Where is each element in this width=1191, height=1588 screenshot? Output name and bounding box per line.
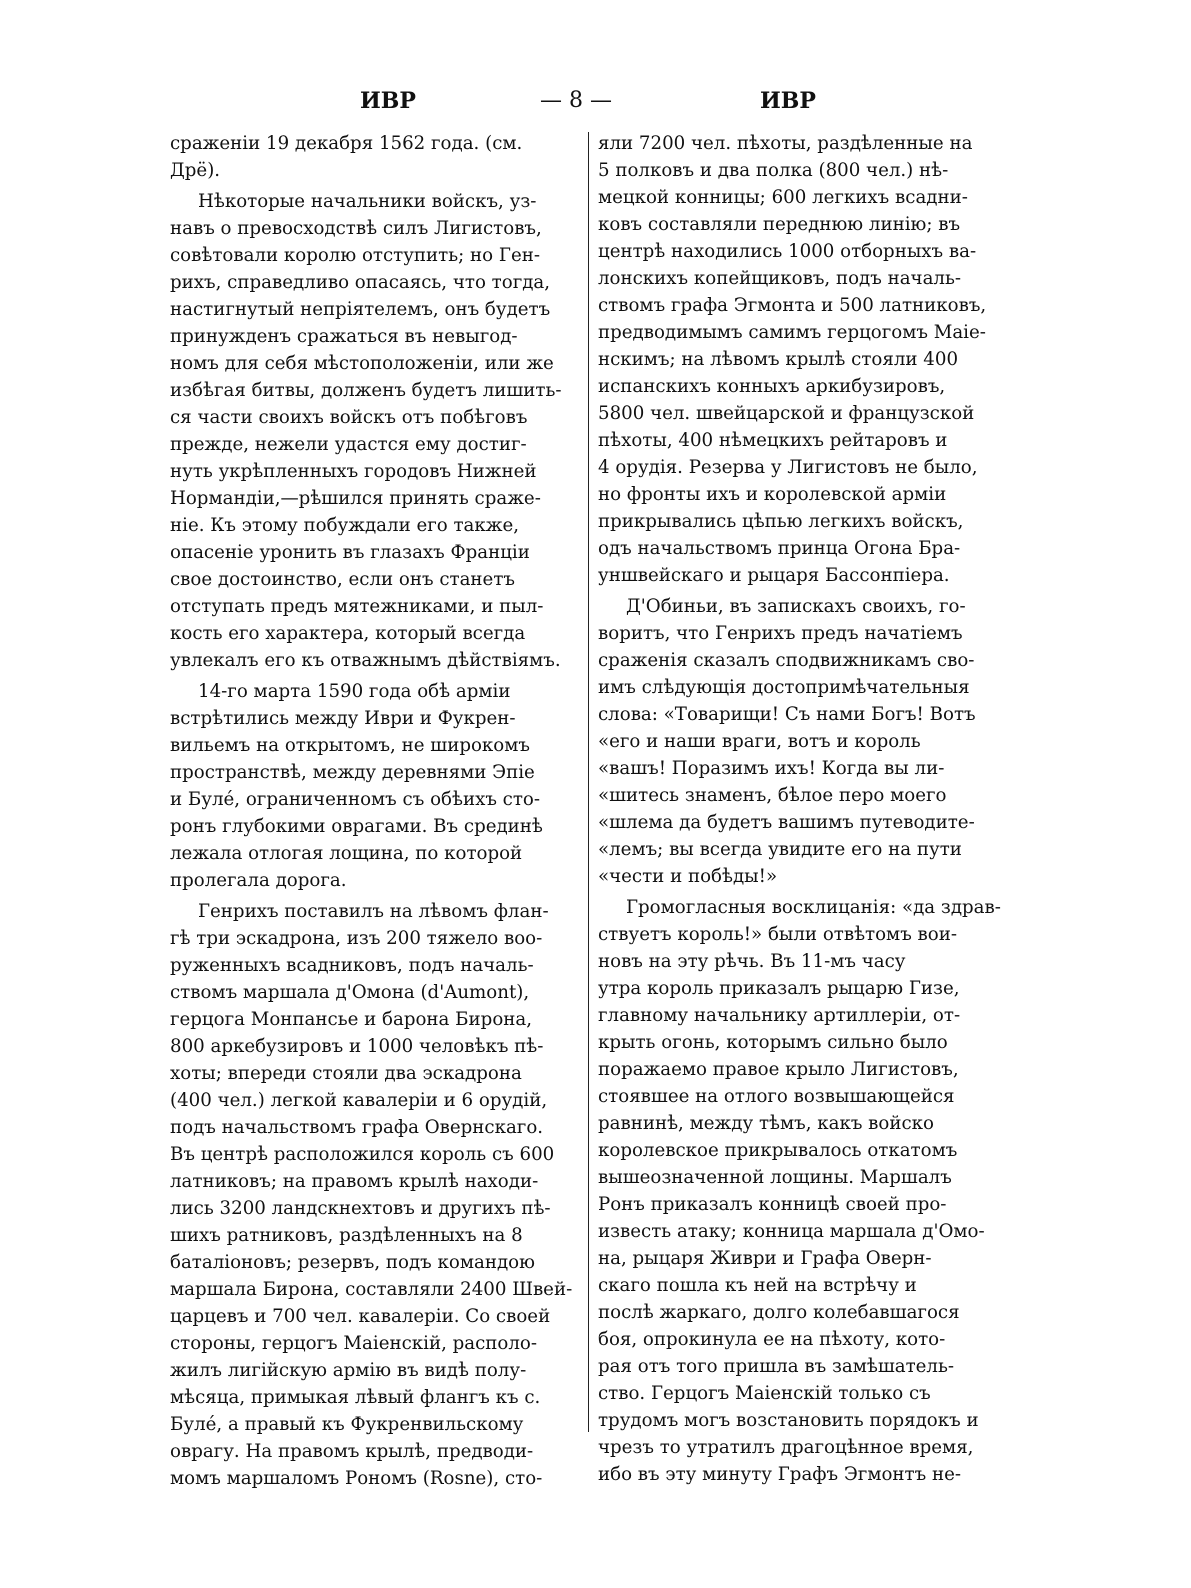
- header-right-title: ИВР: [760, 88, 816, 114]
- right-column: [598, 130, 1006, 1488]
- paragraph: яли 7200 чел. пѣхоты, раздѣленные на 5 полковъ и два полка (800 чел.) нѣ- мецкой конницы; 600 легкихъ всадни- ковъ составляли переднюю линію; въ центрѣ находились 1000 отборныхъ ва- лонскихъ копейщиковъ, подъ началь- ствомъ графа Эгмонта и 500 латниковъ, предводимымъ самимъ герцогомъ Маіе- нскимъ; на лѣвомъ крылѣ стояли 400 испанскихъ конныхъ аркибузировъ, 5800 чел. швейцарской и французской пѣхоты, 400 нѣмецкихъ рейтаровъ и 4 орудія. Резерва у Лигистовъ не было, но фронты ихъ и королевской арміи прикрывались цѣпью легкихъ войскъ, одъ начальствомъ принца Огона Бра- уншвейскаго и рыцаря Бассонпіера.: [598, 133, 987, 586]
- paragraph: Д'Обиньи, въ запискахъ своихъ, го- воритъ, что Генрихъ предъ начатіемъ сраженія сказалъ сподвижникамъ сво- имъ слѣдующія достопримѣчательныя слова: «Товарищи! Съ нами Богъ! Вотъ «его и наши враги, вотъ и король «вашъ! Поразимъ ихъ! Когда вы ли- «шитесь знаменъ, бѣлое перо моего «шлема да будетъ вашимъ путеводите- «лемъ; вы всегда увидите его на пути «чести и побѣды!»: [598, 596, 976, 887]
- page-number: — 8 —: [540, 88, 612, 113]
- paragraph: 14-го марта 1590 года обѣ арміи встрѣтились между Иври и Фукрен- вильемъ на открытомъ, не широкомъ пространствѣ, между деревнями Эпіе и Булé, ограниченномъ съ обѣихъ сто- ронъ глубокими оврагами. Въ срединѣ лежала отлогая лощина, по которой пролегала дорога.: [170, 681, 543, 891]
- column-divider: [588, 132, 589, 1432]
- running-header: [170, 88, 1010, 118]
- paragraph: Нѣкоторые начальники войскъ, уз- навъ о превосходствѣ силъ Лигистовъ, совѣтовали королю отступить; но Ген- рихъ, справедливо опасаясь, что тогда, настигнутый непріятелемъ, онъ будетъ принужденъ сражаться въ невыгод- номъ для себя мѣстоположеніи, или же избѣгая битвы, долженъ будетъ лишить- ся части своихъ войскъ отъ побѣговъ прежде, нежели удастся ему достиг- нуть укрѣпленныхъ городовъ Нижней Нормандіи,—рѣшился принять сраже- ніе. Къ этому побуждали его также, опасеніе уронить въ глазахъ Франціи свое достоинство, если онъ станетъ отступать предъ мятежниками, и пыл- кость его характера, который всегда увлекалъ его къ отважнымъ дѣйствіямъ.: [170, 191, 562, 671]
- paragraph: сраженіи 19 декабря 1562 года. (см. Дрё).: [170, 133, 523, 181]
- paragraph: Генрихъ поставилъ на лѣвомъ флан- гѣ три эскадрона, изъ 200 тяжело воо- руженныхъ всадниковъ, подъ началь- ствомъ маршала д'Омона (d'Aumont), герцога Монпансье и барона Бирона, 800 аркебузировъ и 1000 человѣкъ пѣ- хоты; впереди стояли два эскадрона (400 чел.) легкой кавалеріи и 6 орудій, подъ начальствомъ графа Овернскаго. Въ центрѣ расположился король съ 600 латниковъ; на правомъ крылѣ находи- лись 3200 ландскнехтовъ и другихъ пѣ- шихъ ратниковъ, раздѣленныхъ на 8 баталіоновъ; резервъ, подъ командою маршала Бирона, составляли 2400 Швей- царцевъ и 700 чел. кавалеріи. Со своей стороны, герцогъ Маіенскій, располо- жилъ лигійскую армію въ видѣ полу- мѣсяца, примыкая лѣвый флангъ къ с. Булé, а правый къ Фукренвильскому оврагу. На правомъ крылѣ, предводи- момъ маршаломъ Рономъ (Rosne), сто-: [170, 901, 573, 1489]
- paragraph: Громогласныя восклицанія: «да здрав- ствуетъ король!» были отвѣтомъ вои- новъ на эту рѣчь. Въ 11-мъ часу утра король приказалъ рыцарю Гизе, главному начальнику артиллеріи, от- крыть огонь, которымъ сильно было поражаемо правое крыло Лигистовъ, стоявшее на отлого возвышающейся равнинѣ, между тѣмъ, какъ войско королевское прикрывалось откатомъ вышеозначенной лощины. Маршалъ Ронъ приказалъ конницѣ своей про- известь атаку; конница маршала д'Омо- на, рыцаря Живри и Графа Оверн- скаго пошла къ ней на встрѣчу и послѣ жаркаго, долго колебавшагося боя, опрокинула ее на пѣхоту, кото- рая отъ того пришла въ замѣшатель- ство. Герцогъ Маіенскій только съ трудомъ могъ возстановить порядокъ и чрезъ то утратилъ драгоцѣнное время, ибо въ эту минуту Графъ Эгмонтъ не-: [598, 897, 1001, 1485]
- header-left-title: ИВР: [360, 88, 416, 114]
- left-column: [170, 130, 578, 1492]
